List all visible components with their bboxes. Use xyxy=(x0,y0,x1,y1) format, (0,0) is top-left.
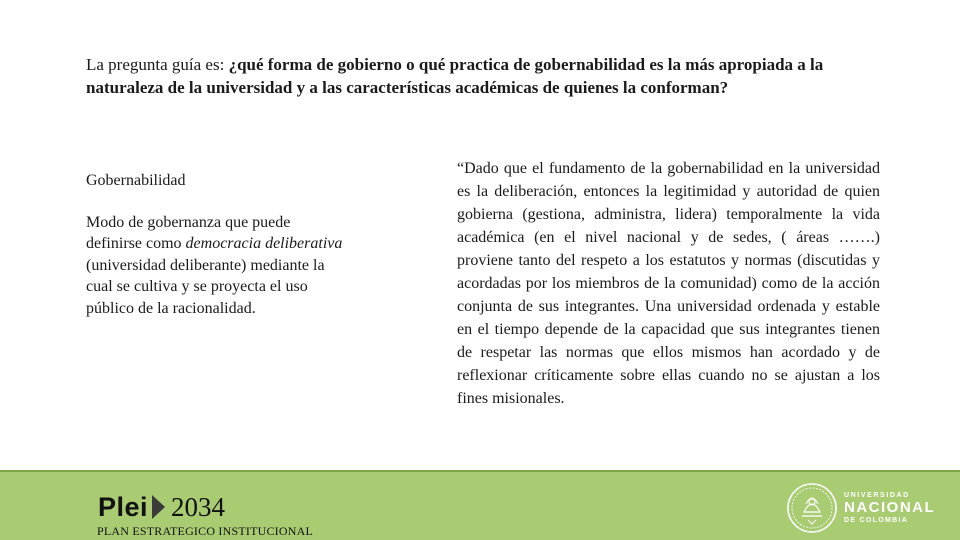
plei-logo xyxy=(98,490,225,524)
university-logo xyxy=(786,480,942,536)
definition-text-1: Modo de gobernanza que puede definirse como xyxy=(86,213,291,252)
plei-subtitle: PLAN ESTRATEGICO INSTITUCIONAL xyxy=(97,524,313,538)
footer-bar xyxy=(0,470,960,540)
university-line-3: DE COLOMBIA xyxy=(844,517,909,524)
plei-logo-word: Plei xyxy=(98,491,149,522)
quote-block: “Dado que el fundamento de la gobernabilidad en la universidad es la deliberación, entonces la legitimidad y autoridad de quien gobierna (gestiona, administra, lidera) temporalmente la vida académica (en el nivel nacional y de sedes, ( áreas …….) proviene tanto del respeto a los estatutos y normas (discutidas y acordadas por los miembros de la comunidad) como de la acción conjunta de sus integrantes. Una universidad ordenada y estable en el tiempo depende de la capacidad que sus integrantes tienen de respetar las normas que ellos mismos han acordado y de reflexionar críticamente sobre ellas cuando no se ajustan a los fines misionales. xyxy=(457,160,880,407)
seal-icon xyxy=(786,482,838,534)
play-arrow-icon xyxy=(152,495,165,519)
university-line-2: NACIONAL xyxy=(844,499,936,516)
guiding-question-lead: La pregunta guía es: xyxy=(86,55,229,74)
guiding-question xyxy=(86,53,846,99)
term-definition xyxy=(86,212,348,320)
guiding-question-text: ¿qué forma de gobierno o qué practica de gobernabilidad es la más apropiada a la naturaleza de la universidad y a las características académicas de quienes la conforman? xyxy=(86,55,824,97)
definition-column xyxy=(86,170,348,319)
university-line-1: UNIVERSIDAD xyxy=(844,492,910,499)
term-heading: Gobernabilidad xyxy=(86,172,186,189)
definition-italic: democracia deliberativa xyxy=(185,235,343,252)
plei-logo-year: 2034 xyxy=(171,491,226,522)
university-name xyxy=(844,491,935,525)
definition-text-2: (universidad deliberante) mediante la cual se cultiva y se proyecta el uso público de la racionalidad. xyxy=(86,256,325,317)
